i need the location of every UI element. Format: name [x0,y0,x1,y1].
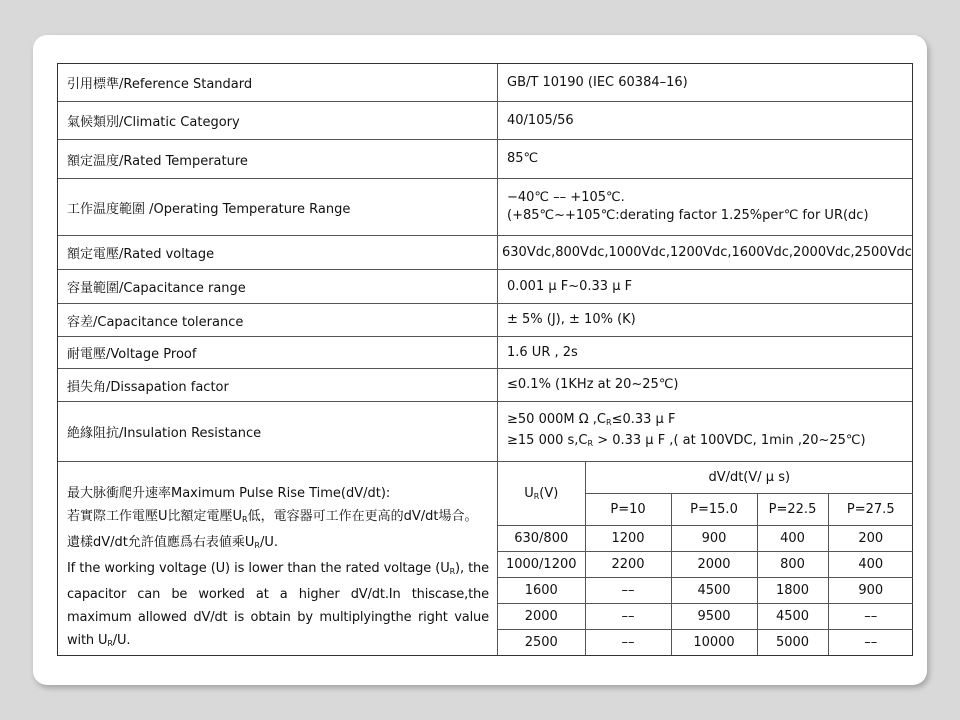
table-cell: 9500 [671,603,757,629]
ur-column-header [498,462,585,525]
table-row [498,603,913,629]
row-label: 額定温度/Rated Temperature [58,140,498,178]
row-insulation-resistance [58,402,912,462]
value-line: 1.6 UR , 2s [507,344,578,360]
dvdt-group-header: dV/dt(V/ μ s) [585,462,913,493]
row-value [498,140,912,178]
row-value [498,102,912,139]
row-label: 損失角/Dissapation factor [58,369,498,401]
table-row [498,551,913,577]
subscript: R [606,417,612,427]
pulse-title: 最大脉衝爬升速率Maximum Pulse Rise Time(dV/dt): [67,486,391,501]
table-cell: –– [585,603,671,629]
table-cell: 400 [828,551,913,577]
text-span: U [524,485,534,501]
row-dissipation-factor [58,369,912,402]
row-value [498,270,912,303]
dvdt-table [498,462,913,655]
value-line: 40/105/56 [507,112,574,128]
value-line [507,432,912,453]
row-label: 額定電壓/Rated voltage [58,236,498,269]
row-climatic-category [58,102,912,140]
table-cell: 400 [757,525,828,551]
table-cell: –– [828,629,913,655]
text-span: ), the capacitor can be worked at a higher dV/dt.In thiscase,the maximum allowed dV/dt is obtain by multiplyingthe right value with U [67,561,489,648]
row-label: 絶緣阻抗/Insulation Resistance [58,402,498,461]
subscript: R [449,567,456,576]
row-rated-temperature [58,140,912,179]
table-row [498,577,913,603]
ur-cell: 1000/1200 [498,551,585,577]
row-label: 氣候類別/Climatic Category [58,102,498,139]
spec-sheet [57,63,913,656]
table-row [498,629,913,655]
value-line: ± 5% (J), ± 10% (K) [507,312,636,327]
text-span: /U. [259,535,278,550]
row-label: 耐電壓/Voltage Proof [58,337,498,368]
subscript: R [254,541,260,550]
row-value [498,369,912,401]
value-line: −40℃ –– +105℃. [507,190,625,205]
table-cell: 800 [757,551,828,577]
table-cell: 1800 [757,577,828,603]
table-cell: 900 [671,525,757,551]
table-cell: 4500 [757,603,828,629]
row-value [498,402,912,461]
table-cell: 900 [828,577,913,603]
text-span: 若實際工作電壓U比額定電壓U [67,509,243,524]
value-line: 0.001 μ F~0.33 μ F [507,278,633,294]
value-line [507,411,912,432]
row-value [498,64,912,101]
ur-cell: 1600 [498,577,585,603]
value-line: (+85℃~+105℃:derating factor 1.25%per℃ for UR(dc) [507,208,869,223]
text-span: /U. [112,633,131,648]
text-span: 低，電容器可工作在更高的dV/dt場合。遺樣dV/dt允許值應爲右表値乘U [67,509,478,550]
subscript: R [107,639,113,648]
value-line: ≤0.1% (1KHz at 20~25℃) [507,377,679,392]
row-value [498,236,912,269]
subscript: R [242,515,248,524]
column-header: P=22.5 [757,493,828,525]
row-rated-voltage [58,236,912,270]
row-operating-temperature [58,179,912,236]
row-capacitance-tolerance [58,304,912,337]
column-header: P=27.5 [828,493,913,525]
subscript: R [533,491,540,501]
text-span: ≤0.33 μ F [611,411,676,427]
column-header: P=15.0 [671,493,757,525]
value-line: 85℃ [507,151,539,166]
value-line: 630Vdc,800Vdc,1000Vdc,1200Vdc,1600Vdc,2000Vdc,2500Vdc [502,244,912,260]
table-cell: 10000 [671,629,757,655]
text-span: > 0.33 μ F ,( at 100VDC, 1min ,20~25℃) [593,432,866,448]
row-voltage-proof [58,337,912,369]
table-cell: –– [585,577,671,603]
table-cell: 4500 [671,577,757,603]
ur-cell: 2500 [498,629,585,655]
table-cell: 1200 [585,525,671,551]
table-cell: 5000 [757,629,828,655]
row-capacitance-range [58,270,912,304]
ur-cell: 630/800 [498,525,585,551]
table-cell: 2200 [585,551,671,577]
column-header: P=10 [585,493,671,525]
pulse-rise-description [58,462,498,655]
text-span: ≥15 000 s,C [507,432,588,448]
pulse-note-chinese [67,505,489,557]
pulse-note-english [67,557,489,655]
row-label: 容量範圍/Capacitance range [58,270,498,303]
table-cell: 2000 [671,551,757,577]
table-cell: –– [828,603,913,629]
row-value [498,304,912,336]
row-value [498,337,912,368]
table-row [498,525,913,551]
table-cell: 200 [828,525,913,551]
table-cell: –– [585,629,671,655]
text-span: ≥50 000M Ω ,C [507,411,607,427]
row-value [498,179,912,235]
ur-cell: 2000 [498,603,585,629]
value-line: GB/T 10190 (IEC 60384–16) [507,74,688,90]
text-span: If the working voltage (U) is lower than the rated voltage (U [67,561,450,576]
text-span: (V) [539,485,559,501]
row-label: 引用標準/Reference Standard [58,64,498,101]
row-reference-standard [58,64,912,102]
row-label: 容差/Capacitance tolerance [58,304,498,336]
row-label: 工作温度範圍 /Operating Temperature Range [58,179,498,235]
subscript: R [587,438,594,448]
